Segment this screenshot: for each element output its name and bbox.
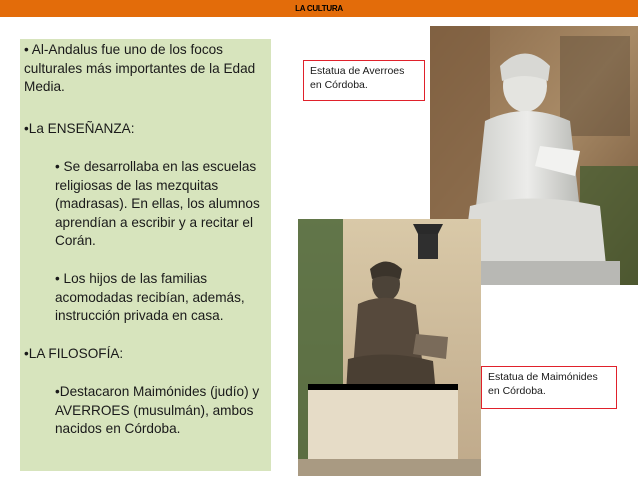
maimonides-statue-photo bbox=[298, 219, 481, 476]
bullet-ensenanza-1: • Se desarrollaba en las escuelas religiosas de las mezquitas (madrasas). En ellas, los alumnos aprendían a escribir y a recitar el Corán. bbox=[55, 159, 260, 249]
intro-text: • Al-Andalus fue uno de los focos culturales más importantes de la Edad Media. bbox=[24, 42, 256, 95]
caption-maimonides: Estatua de Maimónides en Córdoba. bbox=[481, 366, 617, 409]
caption-averroes: Estatua de Averroes en Córdoba. bbox=[303, 60, 425, 101]
bullet-filosofia: •Destacaron Maimónides (judío) y AVERROES (musulmán), ambos nacidos en Córdoba. bbox=[55, 384, 260, 437]
text-panel bbox=[20, 39, 271, 471]
heading-filosofia: •LA FILOSOFÍA: bbox=[24, 346, 124, 361]
heading-ensenanza: •La ENSEÑANZA: bbox=[24, 121, 135, 136]
bullet-ensenanza-2: • Los hijos de las familias acomodadas recibían, además, instrucción privada en casa. bbox=[55, 271, 245, 324]
slide-title: LA CULTURA bbox=[295, 4, 343, 13]
